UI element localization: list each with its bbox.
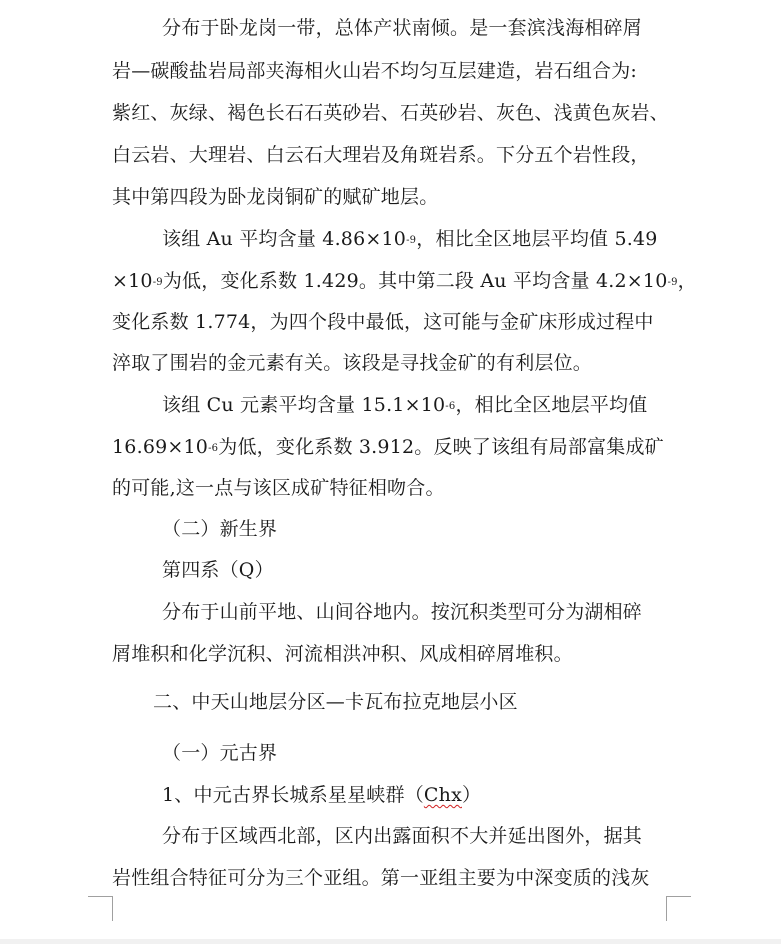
text-run: ，相比全区地层平均值 5.49 [416,228,658,250]
paragraph-line: 分布于区域西北部，区内出露面积不大并延出图外，据其 [162,825,643,847]
spellcheck-flagged-word: Chx [423,784,462,806]
margin-corner-mark-left [88,896,113,921]
text-run: 1、中元古界长城系星星峡群（ [162,784,424,806]
margin-corner-mark-right [666,896,691,921]
heading-proterozoic: （一）元古界 [162,742,278,764]
superscript: -6 [445,401,456,412]
text-run: ， [677,270,697,292]
paragraph-line: 其中第四段为卧龙岗铜矿的赋矿地层。 [112,186,439,208]
superscript: -6 [208,443,219,454]
superscript: -9 [152,277,163,288]
text-run: 该组 Au 平均含量 4.86×10 [162,228,407,250]
text-run: ） [461,784,482,806]
paragraph-line: 的可能,这一点与该区成矿特征相吻合。 [112,477,445,499]
paragraph-line: 变化系数 1.774，为四个段中最低，这可能与金矿床形成过程中 [112,311,654,333]
heading-quaternary: 第四系（Q） [162,559,274,581]
text-run: 16.69×10 [112,436,209,458]
paragraph-line [112,435,672,459]
text-run: 该组 Cu 元素平均含量 15.1×10 [162,394,446,416]
text-run: 为低，变化系数 3.912。反映了该组有局部富集成矿 [218,436,664,458]
paragraph-line: 岩性组合特征可分为三个亚组。第一亚组主要为中深变质的浅灰 [112,867,650,889]
paragraph-line: 分布于卧龙岗一带，总体产状南倾。是一套滨浅海相碎屑 [162,17,643,39]
paragraph-line: 白云岩、大理岩、白云石大理岩及角斑岩系。下分五个岩性段， [112,144,650,166]
text-run: ，相比全区地层平均值 [455,394,648,416]
heading-cenozoic: （二）新生界 [162,518,278,540]
heading-xingxingxia-group [162,783,722,807]
paragraph-line [112,269,697,293]
text-run: 为低，变化系数 1.429。其中第二段 Au 平均含量 4.2×10 [162,270,668,292]
superscript: -9 [667,277,678,288]
paragraph-line: 屑堆积和化学沉积、河流相洪冲积、风成相碎屑堆积。 [112,643,573,665]
paragraph-line: 岩—碳酸盐岩局部夹海相火山岩不均匀互层建造，岩石组合为: [112,60,638,82]
paragraph-line: 淬取了围岩的金元素有关。该段是寻找金矿的有利层位。 [112,352,593,374]
paragraph-line: 紫红、灰绿、褐色长石石英砂岩、石英砂岩、灰色、浅黄色灰岩、 [112,102,669,124]
paragraph-line [162,227,722,251]
superscript: -9 [406,235,417,246]
paragraph-line: 分布于山前平地、山间谷地内。按沉积类型可分为湖相碎 [162,601,643,623]
heading-section-2: 二、中天山地层分区—卡瓦布拉克地层小区 [153,691,518,713]
paragraph-line [162,393,722,417]
text-run: ×10 [112,270,153,292]
